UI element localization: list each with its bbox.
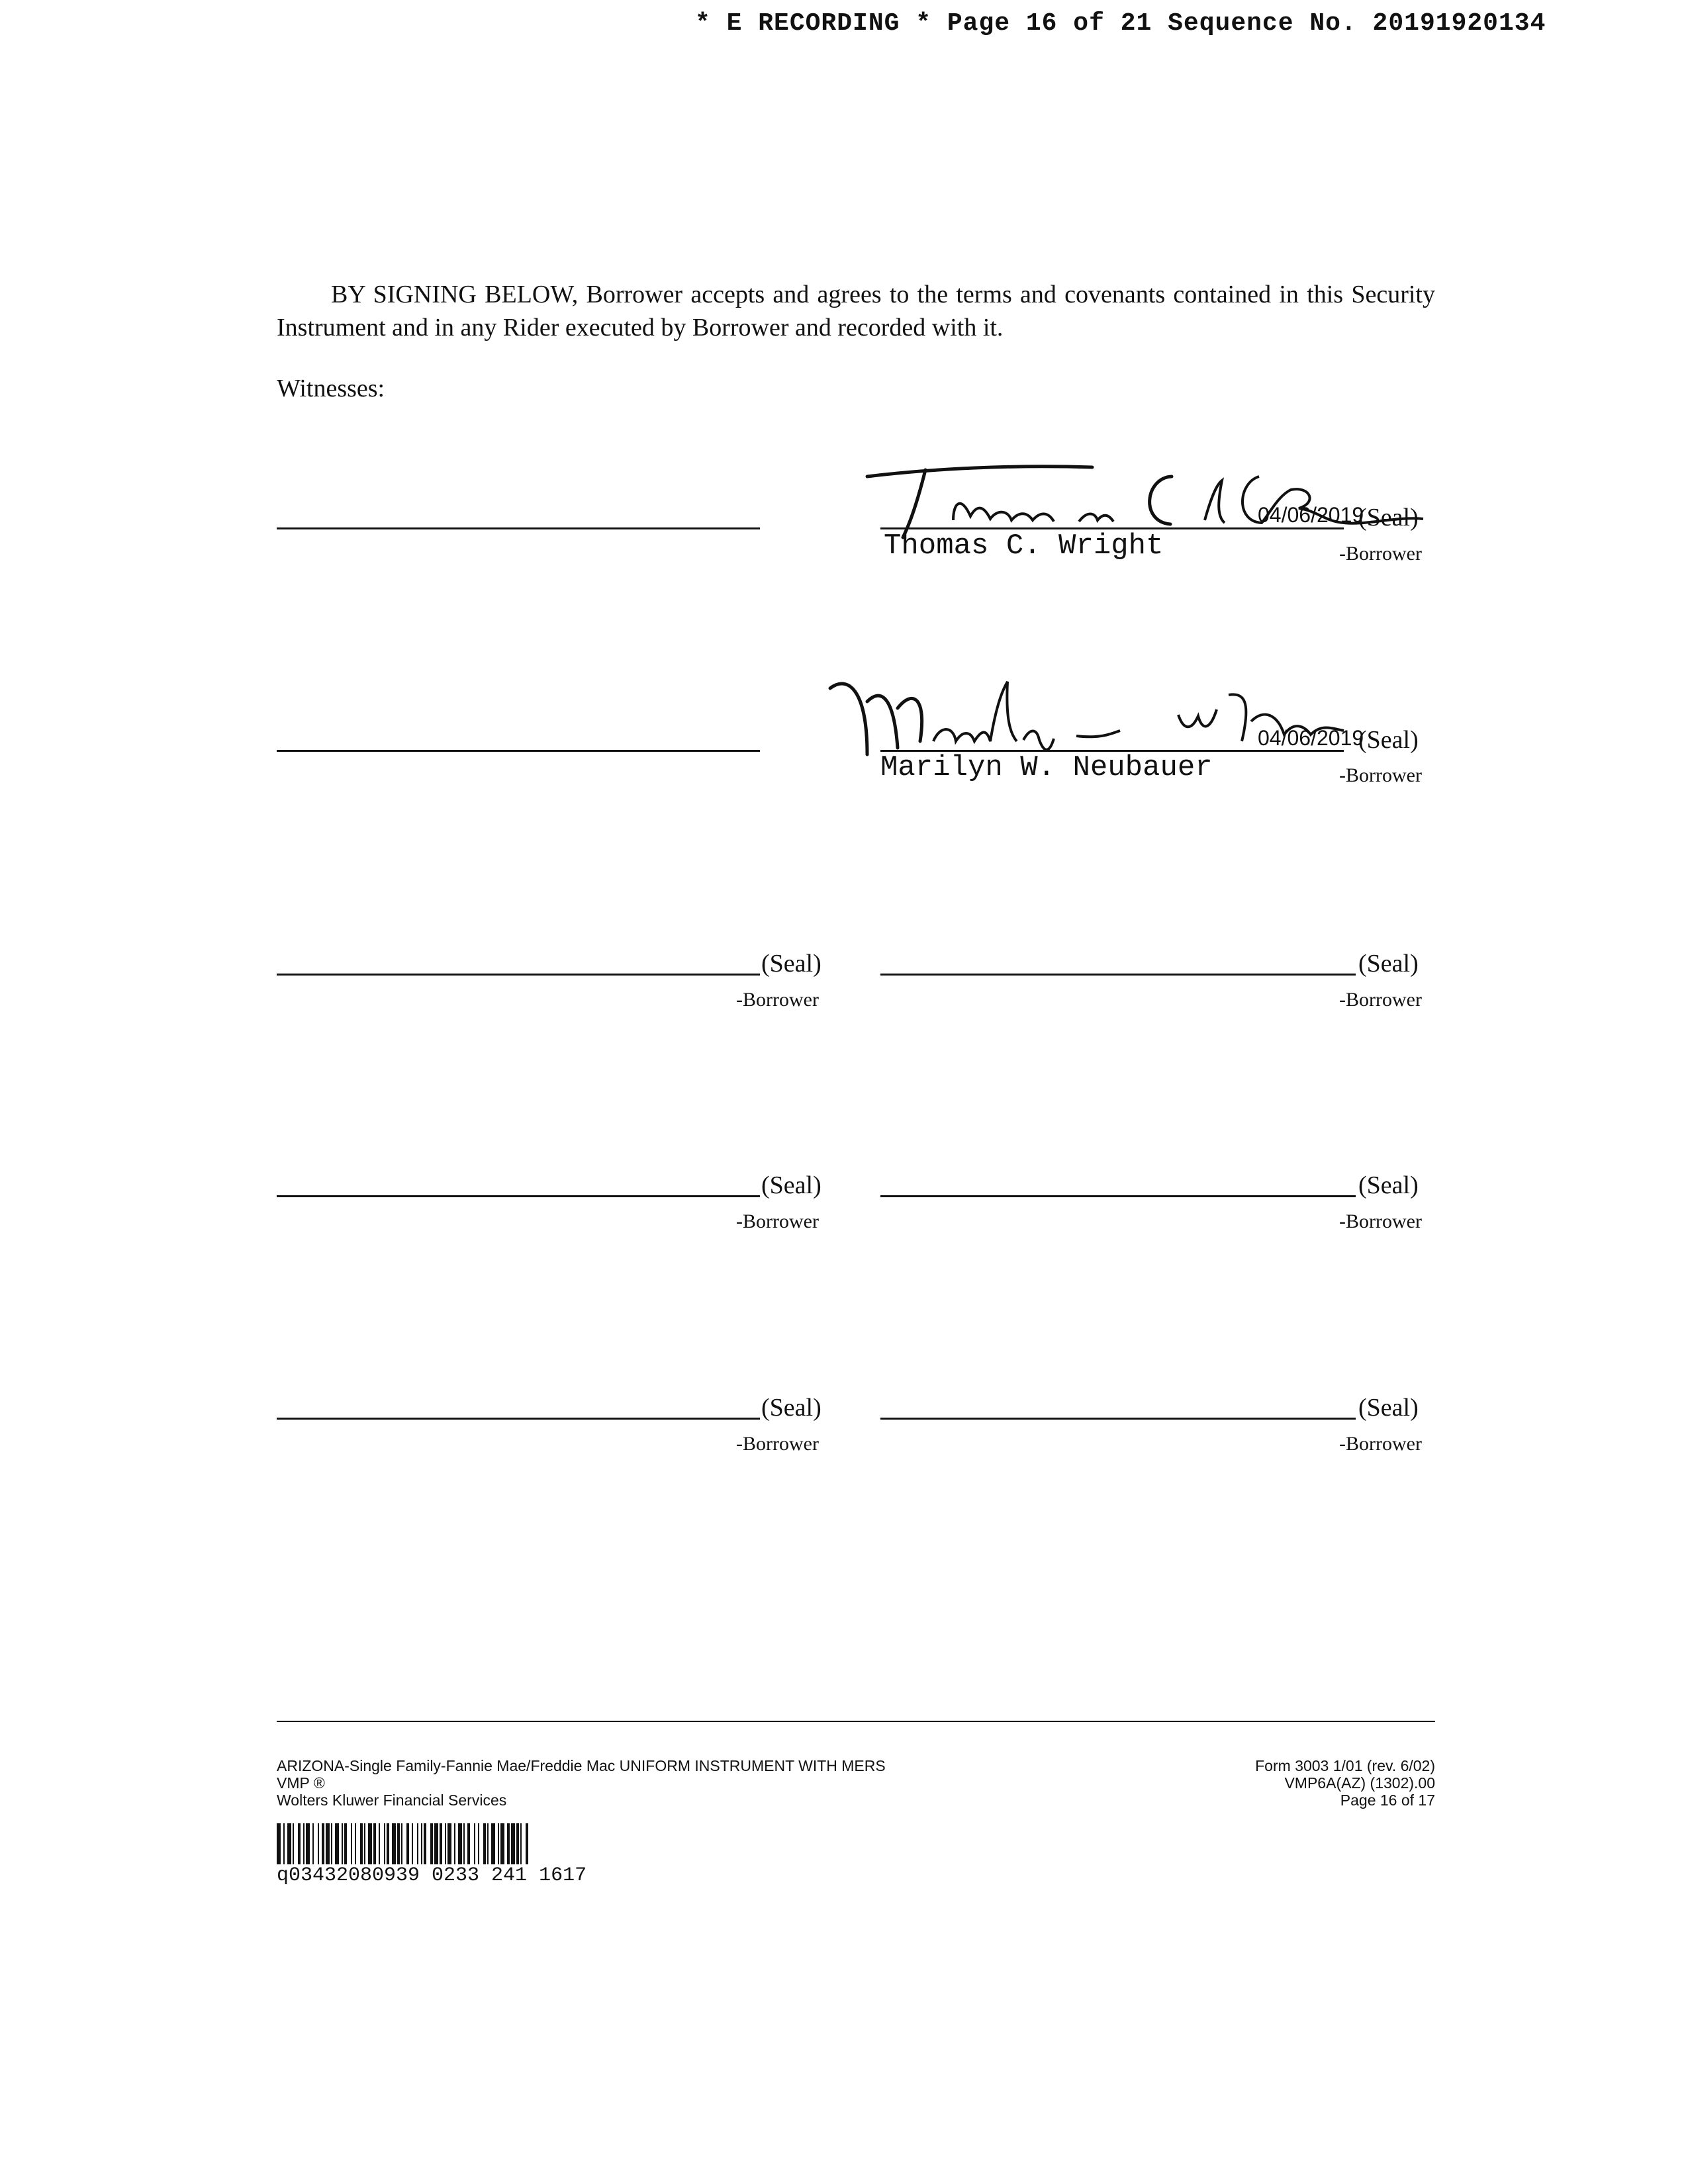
barcode-bar	[454, 1823, 455, 1864]
barcode-bar	[355, 1823, 356, 1864]
barcode-bar	[412, 1823, 413, 1864]
borrower-signature-line	[277, 974, 760, 976]
barcode-bar	[312, 1823, 314, 1864]
footer-publisher: Wolters Kluwer Financial Services	[277, 1792, 507, 1809]
borrower-label: -Borrower	[1339, 989, 1422, 1011]
signing-statement	[277, 278, 1435, 344]
borrower-signature-line	[277, 1418, 760, 1420]
borrower-label: -Borrower	[1339, 543, 1422, 565]
barcode-bar	[498, 1823, 499, 1864]
barcode-bar	[526, 1823, 528, 1864]
barcode-bar	[373, 1823, 376, 1864]
barcode-bar	[458, 1823, 462, 1864]
borrower-label: -Borrower	[1339, 1433, 1422, 1455]
barcode-bar	[318, 1823, 319, 1864]
barcode-bar	[467, 1823, 470, 1864]
barcode-bar	[397, 1823, 400, 1864]
barcode-bar	[344, 1823, 347, 1864]
barcode-bar	[487, 1823, 489, 1864]
barcode-bar	[368, 1823, 372, 1864]
barcode-bar	[406, 1823, 409, 1864]
footer-form-title: ARIZONA-Single Family-Fannie Mae/Freddie Mac UNIFORM INSTRUMENT WITH MERS	[277, 1757, 886, 1774]
seal-label: (Seal)	[761, 1171, 821, 1199]
footer-form-info	[1255, 1757, 1435, 1809]
barcode-bar	[478, 1823, 479, 1864]
barcode-bar	[322, 1823, 324, 1864]
witnesses-label: Witnesses:	[277, 375, 385, 402]
barcode-bar	[331, 1823, 332, 1864]
borrower-signature-line	[880, 1195, 1356, 1197]
seal-label: (Seal)	[761, 1394, 821, 1422]
barcode-bar	[364, 1823, 365, 1864]
barcode-bar	[306, 1823, 310, 1864]
barcode-bar	[351, 1823, 352, 1864]
seal-label: (Seal)	[1358, 950, 1419, 978]
barcode-bar	[424, 1823, 426, 1864]
barcode-bar	[342, 1823, 343, 1864]
borrower-label: -Borrower	[1339, 764, 1422, 786]
barcode-bar	[293, 1823, 294, 1864]
seal-label: (Seal)	[1358, 726, 1419, 754]
barcode-bar	[447, 1823, 451, 1864]
barcode-bar	[401, 1823, 402, 1864]
barcode-bar	[491, 1823, 495, 1864]
barcode-bar	[445, 1823, 446, 1864]
barcode-bar	[483, 1823, 486, 1864]
footer-form-description	[277, 1757, 886, 1809]
barcode-bar	[335, 1823, 339, 1864]
barcode-bar	[463, 1823, 465, 1864]
barcode-bar	[387, 1823, 389, 1864]
barcode-bar	[417, 1823, 418, 1864]
footer-form-number: Form 3003 1/01 (rev. 6/02)	[1255, 1757, 1435, 1774]
barcode	[277, 1823, 727, 1864]
barcode-bar	[440, 1823, 442, 1864]
barcode-bar	[511, 1823, 515, 1864]
barcode-bar	[283, 1823, 285, 1864]
barcode-bar	[430, 1823, 433, 1864]
borrower-label: -Borrower	[736, 1433, 819, 1455]
borrower-signature-line	[880, 1418, 1356, 1420]
witness-signature-line	[277, 527, 760, 529]
barcode-bar	[507, 1823, 510, 1864]
barcode-bar	[277, 1823, 281, 1864]
borrower-label: -Borrower	[1339, 1210, 1422, 1232]
barcode-bar	[287, 1823, 291, 1864]
barcode-bar	[434, 1823, 438, 1864]
signature-date: 04/06/2019	[1258, 726, 1364, 750]
borrower-signature-line	[880, 974, 1356, 976]
borrower-name: Thomas C. Wright	[884, 529, 1164, 563]
seal-label: (Seal)	[1358, 1394, 1419, 1422]
barcode-bar	[421, 1823, 422, 1864]
footer-vmp-mark: VMP ®	[277, 1774, 325, 1792]
borrower-name: Marilyn W. Neubauer	[880, 751, 1213, 784]
barcode-bar	[360, 1823, 363, 1864]
witness-signature-line	[277, 750, 760, 752]
barcode-bar	[520, 1823, 522, 1864]
seal-label: (Seal)	[1358, 504, 1419, 531]
barcode-bar	[500, 1823, 504, 1864]
signature-date: 04/06/2019	[1258, 503, 1364, 527]
barcode-bar	[516, 1823, 519, 1864]
signing-statement-text: BY SIGNING BELOW, Borrower accepts and agrees to the terms and covenants contained in this Security Instrument and in any Rider executed by Borrower and recorded with it.	[277, 281, 1435, 341]
barcode-number: q03432080939 0233 241 1617	[277, 1864, 587, 1887]
barcode-bar	[303, 1823, 305, 1864]
recording-stamp: * E RECORDING * Page 16 of 21 Sequence No. 20191920134	[695, 9, 1546, 38]
barcode-bar	[392, 1823, 396, 1864]
borrower-signature-line	[277, 1195, 760, 1197]
seal-label: (Seal)	[1358, 1171, 1419, 1199]
footer-form-code: VMP6A(AZ) (1302).00	[1284, 1774, 1435, 1792]
footer-divider	[277, 1721, 1435, 1722]
barcode-bar	[474, 1823, 475, 1864]
borrower-label: -Borrower	[736, 989, 819, 1011]
barcode-bar	[326, 1823, 330, 1864]
borrower-label: -Borrower	[736, 1210, 819, 1232]
barcode-bar	[298, 1823, 301, 1864]
barcode-bar	[384, 1823, 385, 1864]
footer-page-number: Page 16 of 17	[1340, 1792, 1435, 1809]
seal-label: (Seal)	[761, 950, 821, 978]
barcode-bar	[379, 1823, 380, 1864]
